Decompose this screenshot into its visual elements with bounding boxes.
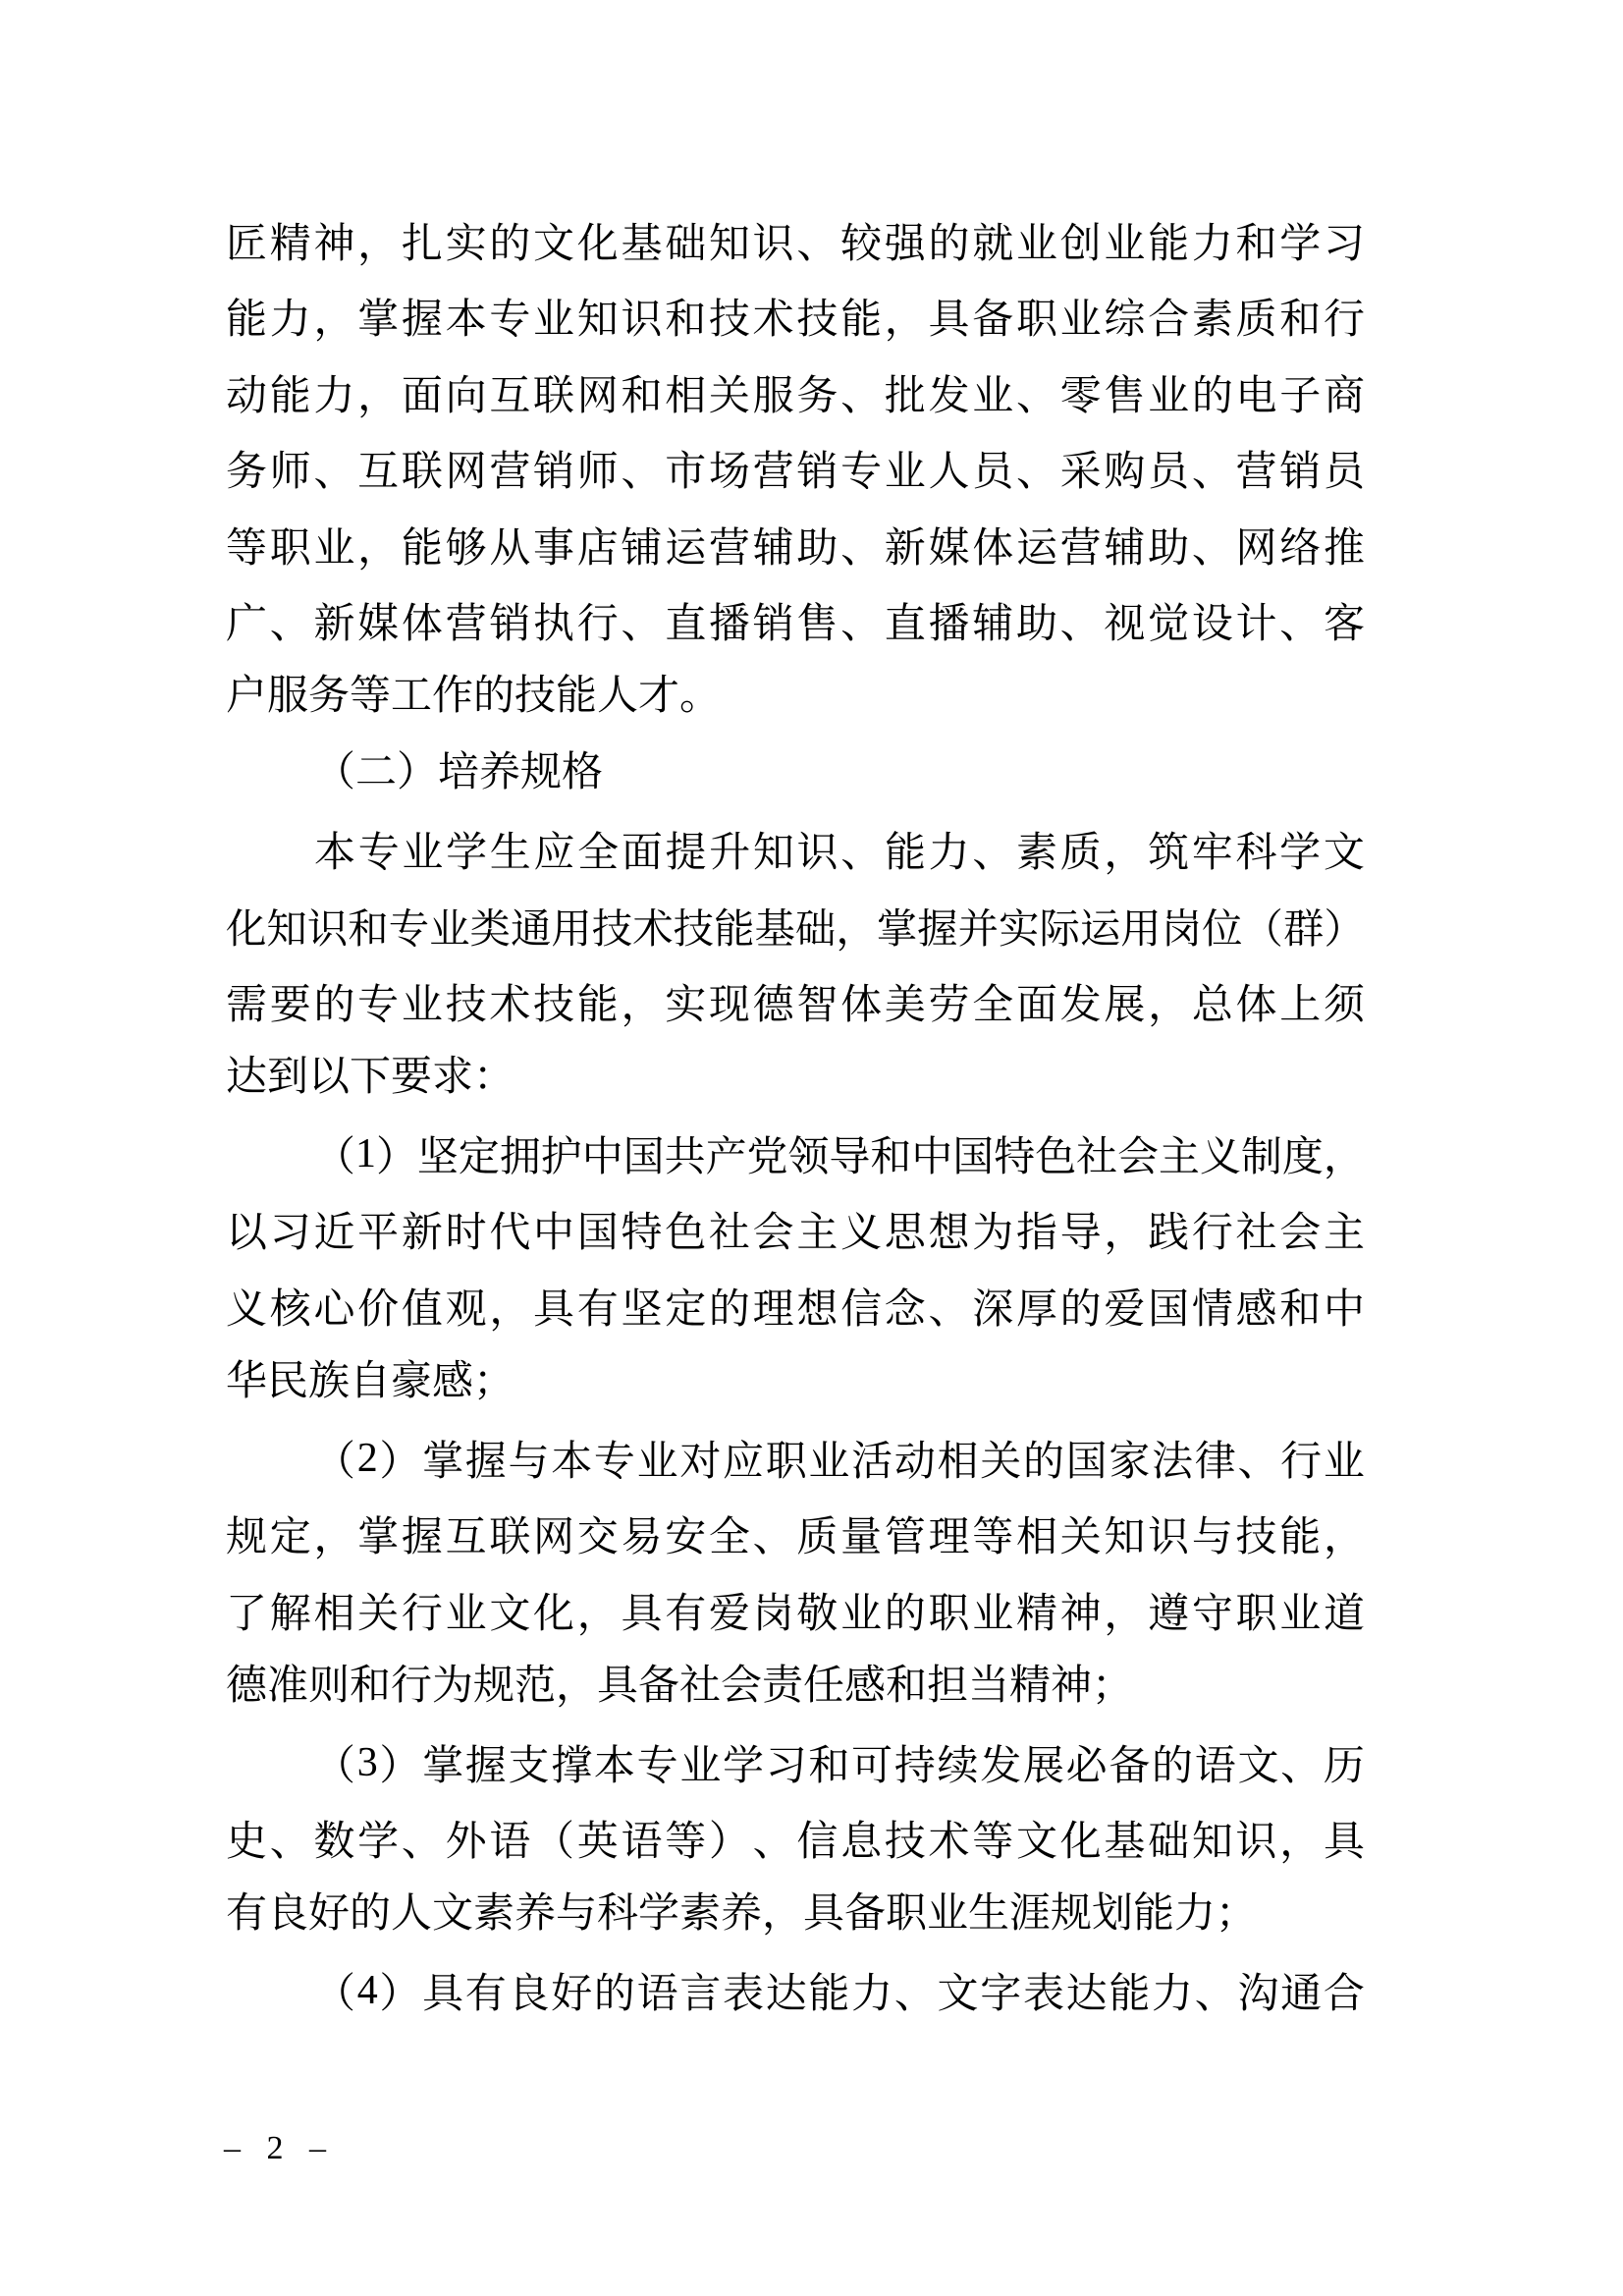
text-line: 匠 精 神 ， 扎 实 的 文 化 基 础 知 识 、 较 强 的 就 业 创 业 能 力 和 学 习 xyxy=(226,221,1365,267)
text-line: 史 、 数 学 、 外 语 （ 英 语 等 ） 、 信 息 技 术 等 文 化 基 础 知 识 ， 具 xyxy=(226,1820,1365,1866)
text-line: 义 核 心 价 值 观 ， 具 有 坚 定 的 理 想 信 念 、 深 厚 的 爱 国 情 感 和 中 xyxy=(226,1286,1365,1333)
text-line: 化 知 识 和 专 业 类 通 用 技 术 技 能 基 础 ， 掌 握 并 实 际 运 用 岗 位 （ 群 ） xyxy=(226,906,1365,953)
text-line: （ 4 ） 具 有 良 好 的 语 言 表 达 能 力 、 文 字 表 达 能 力 、 沟 通 合 xyxy=(314,1968,1365,2018)
text-line: 德准则和行为规范，具备社会责任感和担当精神； xyxy=(226,1663,1134,1709)
text-line: （ 2 ） 掌 握 与 本 专 业 对 应 职 业 活 动 相 关 的 国 家 法 律 、 行 业 xyxy=(314,1435,1365,1485)
text-line: （ 3 ） 掌 握 支 撑 本 专 业 学 习 和 可 持 续 发 展 必 备 的 语 文 、 历 xyxy=(314,1739,1365,1789)
text-line: 有良好的人文素养与科学素养，具备职业生涯规划能力； xyxy=(226,1891,1258,1937)
text-line: 务 师 、 互 联 网 营 销 师 、 市 场 营 销 专 业 人 员 、 采 购 员 、 营 销 员 xyxy=(226,450,1365,496)
text-line: 以 习 近 平 新 时 代 中 国 特 色 社 会 主 义 思 想 为 指 导 ， 践 行 社 会 主 xyxy=(226,1211,1365,1257)
text-line: （二）培养规格 xyxy=(314,749,604,795)
text-line: 能 力 ， 掌 握 本 专 业 知 识 和 技 术 技 能 ， 具 备 职 业 综 合 素 质 和 行 xyxy=(226,298,1365,344)
text-line: 了 解 相 关 行 业 文 化 ， 具 有 爱 岗 敬 业 的 职 业 精 神 ， 遵 守 职 业 道 xyxy=(226,1591,1365,1637)
text-line: 广 、 新 媒 体 营 销 执 行 、 直 播 销 售 、 直 播 辅 助 、 视 觉 设 计 、 客 xyxy=(226,602,1365,648)
text-line: （ 1 ） 坚 定 拥 护 中 国 共 产 党 领 导 和 中 国 特 色 社 会 主 义 制 度 ， xyxy=(314,1130,1365,1180)
text-line: 等 职 业 ， 能 够 从 事 店 铺 运 营 辅 助 、 新 媒 体 运 营 辅 助 、 网 络 推 xyxy=(226,525,1365,572)
text-line: 本 专 业 学 生 应 全 面 提 升 知 识 、 能 力 、 素 质 ， 筑 牢 科 学 文 xyxy=(314,830,1365,876)
text-line: 达到以下要求： xyxy=(226,1054,515,1100)
text-block xyxy=(226,202,1365,2029)
text-line: 户服务等工作的技能人才。 xyxy=(226,674,722,719)
text-line: 规 定 ， 掌 握 互 联 网 交 易 安 全 、 质 量 管 理 等 相 关 知 识 与 技 能 ， xyxy=(226,1515,1365,1561)
text-line: 需 要 的 专 业 技 术 技 能 ， 实 现 德 智 体 美 劳 全 面 发 展 ， 总 体 上 须 xyxy=(226,982,1365,1028)
page-number: – 2 – xyxy=(224,2130,335,2166)
text-line: 动 能 力 ， 面 向 互 联 网 和 相 关 服 务 、 批 发 业 、 零 售 业 的 电 子 商 xyxy=(226,373,1365,419)
text-line: 华民族自豪感； xyxy=(226,1358,515,1404)
